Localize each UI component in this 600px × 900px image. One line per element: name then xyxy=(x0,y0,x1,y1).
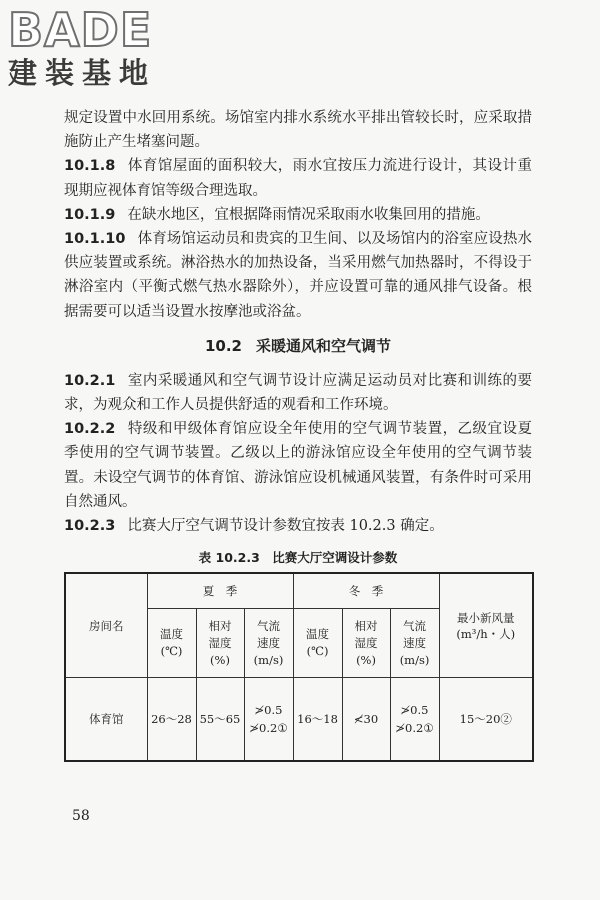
paragraph: 10.1.10 体育场馆运动员和贵宾的卫生间、以及场馆内的浴室应设热水供应装置或系统。淋浴热水的加热设备，当采用燃气加热器时，不得设于淋浴室内（平衡式燃气热水器除外），并应设置可靠的通风排气设备。根据需要可以适当设置水按摩池或浴盆。 xyxy=(64,231,532,320)
header-winter-humidity: 相对 湿度 (%) xyxy=(342,609,390,678)
page-number: 58 xyxy=(72,808,90,824)
header-fresh-air: 最小新风量 (m³/h・人) xyxy=(439,573,533,678)
header-winter-temp: 温度 (℃) xyxy=(293,609,342,678)
header-summer: 夏 季 xyxy=(147,573,293,609)
header-winter-airflow: 气流 速度 (m/s) xyxy=(390,609,439,678)
table-row xyxy=(65,678,533,762)
header-room: 房间名 xyxy=(65,573,147,678)
cell-fresh-air: 15～20② xyxy=(439,678,533,762)
logo-subtitle: 建装基地 xyxy=(8,56,157,90)
clause-number: 10.1.9 xyxy=(64,206,116,223)
header-winter: 冬 季 xyxy=(293,573,439,609)
page-body xyxy=(64,106,532,762)
cell-summer-humidity: 55～65 xyxy=(196,678,244,762)
clause-number: 10.2.2 xyxy=(64,421,116,438)
bade-logo xyxy=(8,3,157,90)
cell-summer-airflow: ≯0.5 ≯0.2① xyxy=(244,678,293,762)
cell-summer-temp: 26～28 xyxy=(147,678,196,762)
cell-winter-airflow: ≯0.5 ≯0.2① xyxy=(390,678,439,762)
paragraph: 10.1.8 体育馆屋面的面积较大，雨水宜按压力流进行设计，其设计重现期应视体育馆等级合理选取。 xyxy=(64,158,532,199)
paragraph: 规定设置中水回用系统。场馆室内排水系统水平排出管较长时，应采取措施防止产生堵塞问题。 xyxy=(64,110,532,151)
section-heading: 10.2 采暖通风和空气调节 xyxy=(204,336,392,355)
logo-wordmark: BADE xyxy=(8,3,153,57)
clause-number: 10.1.10 xyxy=(64,231,126,248)
clause-number: 10.2.3 xyxy=(64,518,116,535)
ac-parameter-table xyxy=(64,572,534,762)
header-summer-humidity: 相对 湿度 (%) xyxy=(196,609,244,678)
table-caption: 表 10.2.3 比赛大厅空调设计参数 xyxy=(198,550,398,566)
cell-winter-humidity: ≮30 xyxy=(342,678,390,762)
header-summer-temp: 温度 (℃) xyxy=(147,609,196,678)
paragraph: 10.2.3 比赛大厅空气调节设计参数宜按表 10.2.3 确定。 xyxy=(64,518,444,535)
paragraph: 10.2.1 室内采暖通风和空气调节设计应满足运动员对比赛和训练的要求，为观众和工作人员提供舒适的观看和工作环境。 xyxy=(64,372,532,414)
header-summer-airflow: 气流 速度 (m/s) xyxy=(244,609,293,678)
cell-winter-temp: 16～18 xyxy=(293,678,342,762)
paragraph: 10.1.9 在缺水地区，宜根据降雨情况采取雨水收集回用的措施。 xyxy=(64,206,490,223)
cell-room: 体育馆 xyxy=(65,678,147,762)
clause-number: 10.1.8 xyxy=(64,158,116,175)
clause-number: 10.2.1 xyxy=(64,372,116,389)
paragraph: 10.2.2 特级和甲级体育馆应设全年使用的空气调节装置，乙级宜设夏季使用的空气调节装置。乙级以上的游泳馆应设全年使用的空气调节装置。未设空气调节的体育馆、游泳馆应设机械通风装置，有条件时可采用自然通风。 xyxy=(64,421,532,510)
